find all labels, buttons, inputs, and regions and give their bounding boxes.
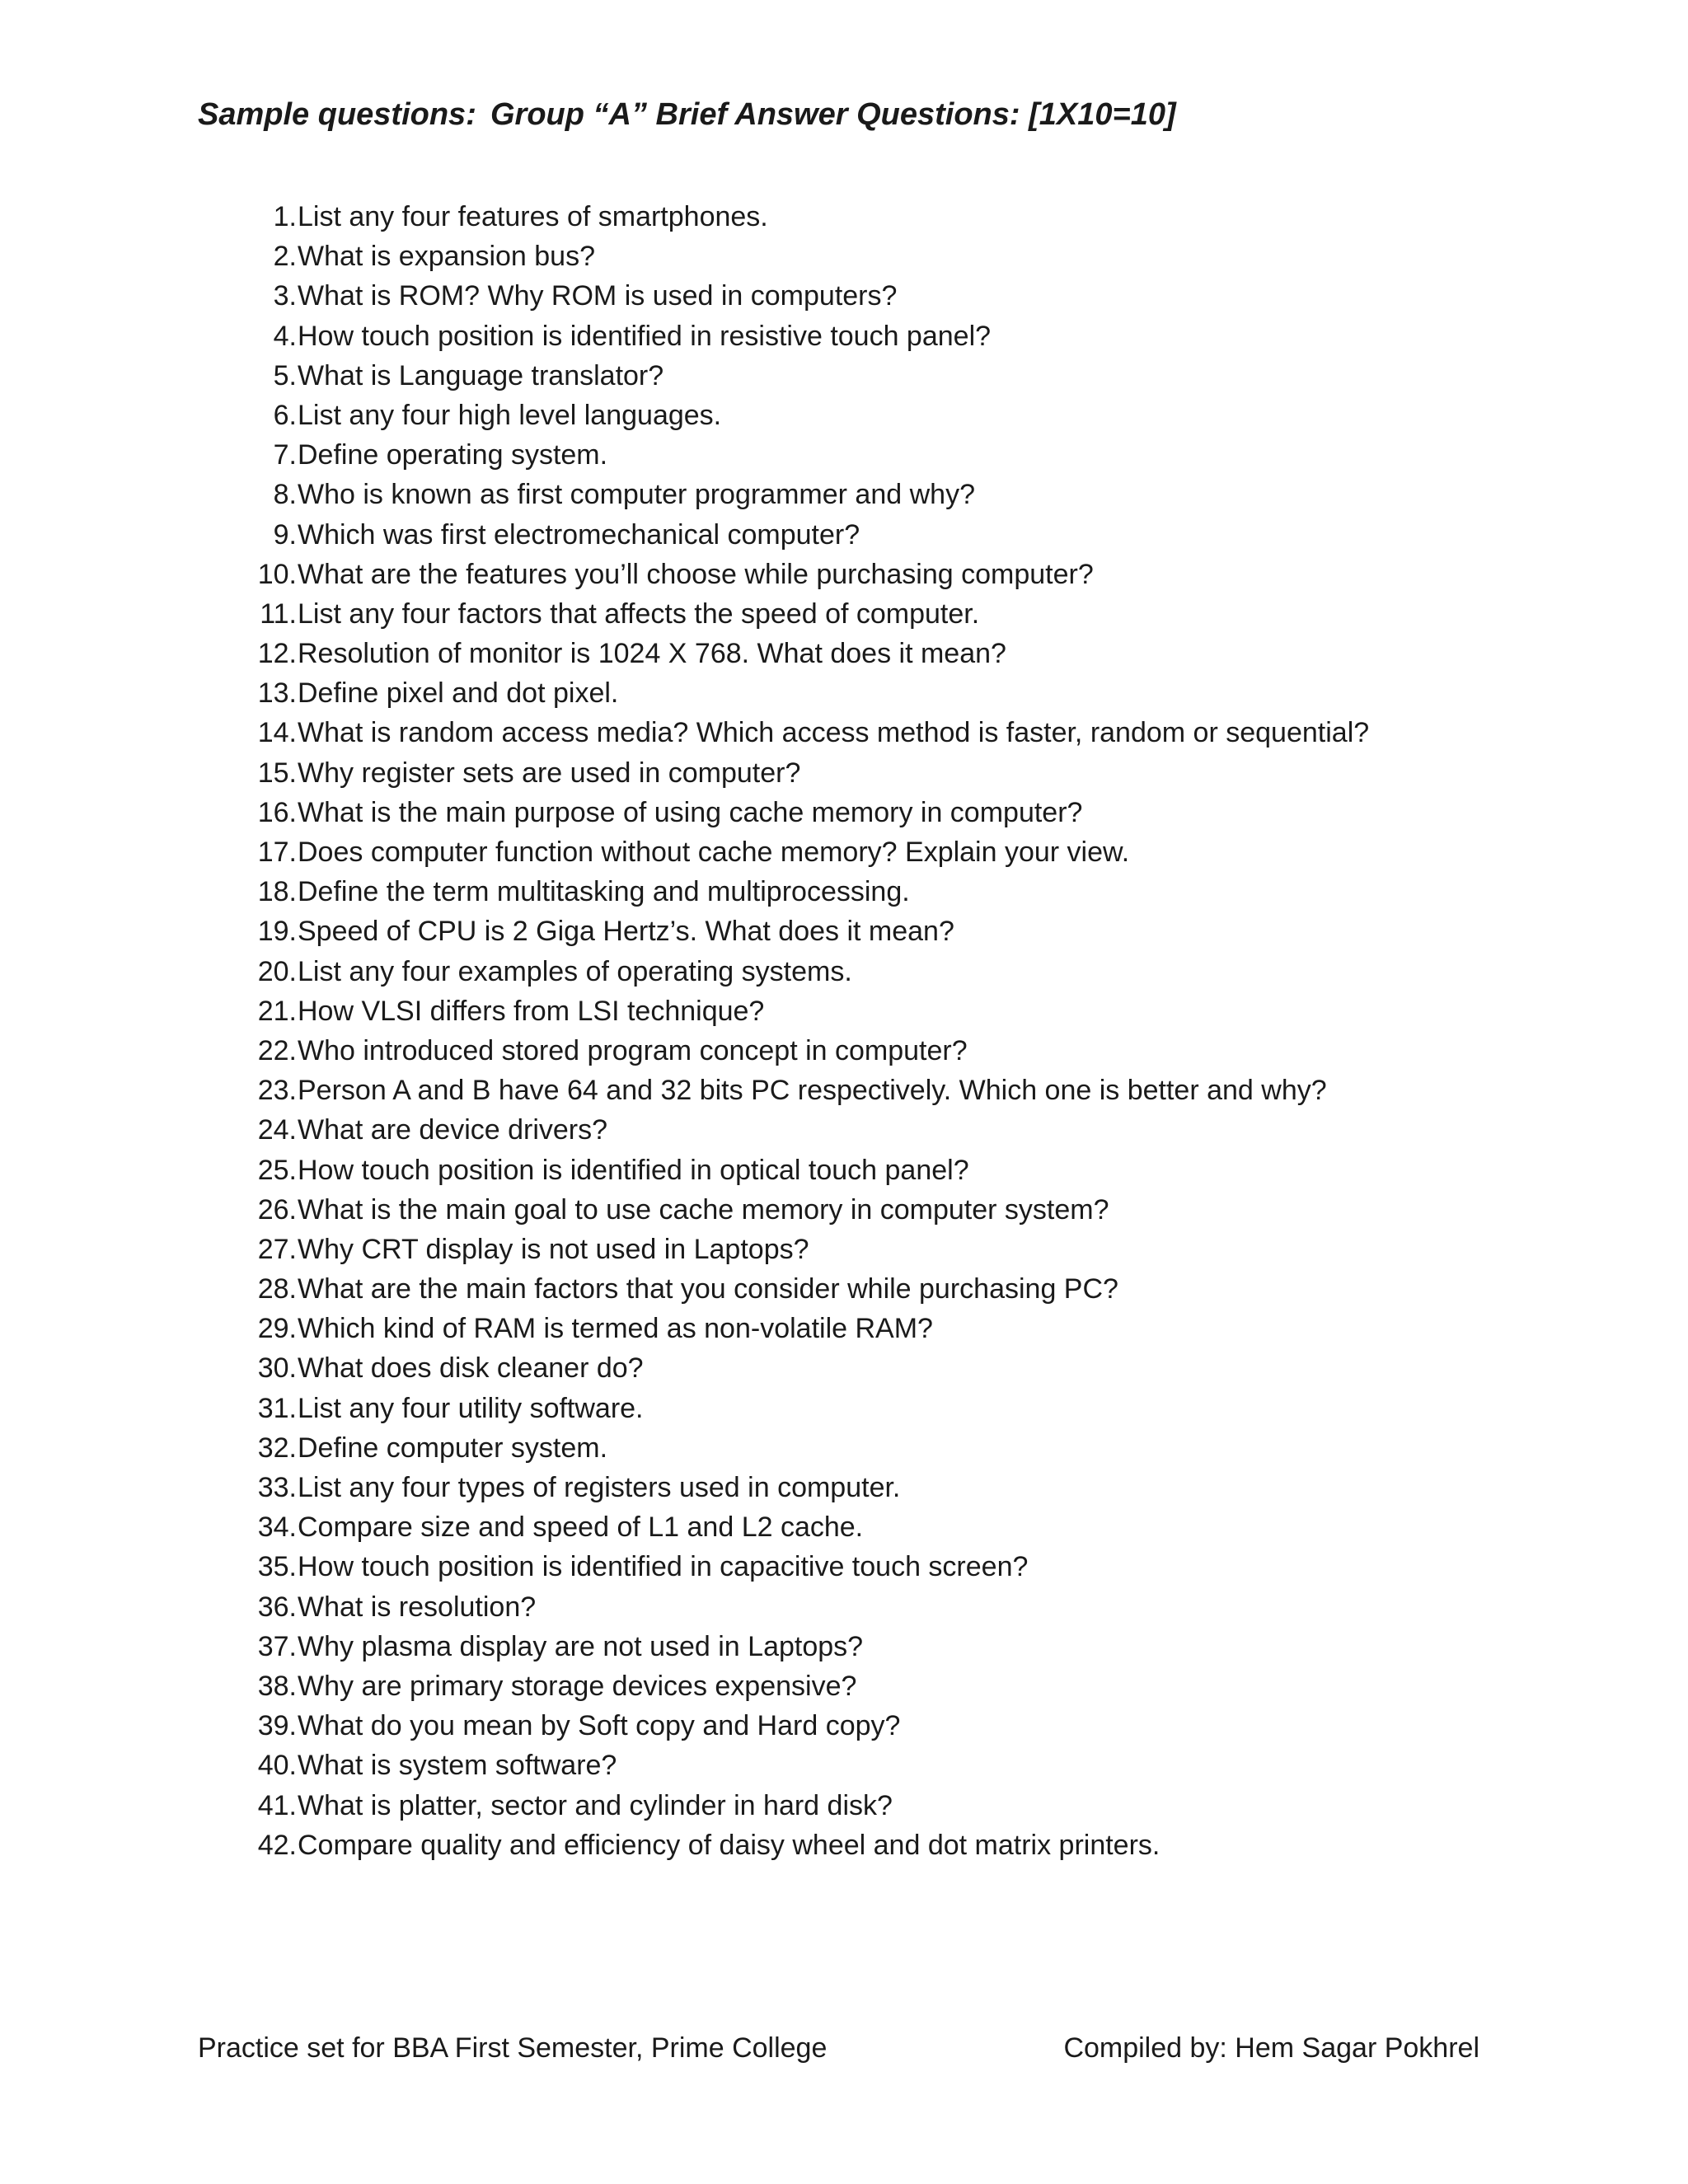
question-text: What is random access media? Which access method is faster, random or sequential?	[298, 717, 1370, 749]
question-item	[245, 1786, 1369, 1825]
question-item	[245, 1706, 1369, 1746]
question-text: What are device drivers?	[298, 1114, 608, 1146]
question-item	[245, 952, 1369, 991]
question-item	[245, 1587, 1369, 1627]
question-number: 11.	[260, 598, 297, 630]
question-text: What are the features you’ll choose while purchasing computer?	[298, 558, 1094, 590]
question-item	[245, 753, 1369, 793]
question-item	[245, 793, 1369, 832]
footer-course: Practice set for BBA First Semester, Prime College	[198, 2032, 828, 2064]
question-text: List any four types of registers used in computer.	[298, 1472, 901, 1503]
question-text: Define operating system.	[298, 439, 608, 471]
question-number: 32.	[257, 1432, 297, 1464]
question-text: Why CRT display is not used in Laptops?	[298, 1233, 809, 1265]
question-item	[245, 555, 1369, 594]
question-number: 16.	[257, 796, 297, 828]
question-item	[245, 1269, 1369, 1309]
question-number: 24.	[257, 1114, 297, 1146]
header-label: Sample questions:	[198, 97, 476, 132]
question-item	[245, 356, 1369, 396]
question-text: How VLSI differs from LSI technique?	[298, 995, 765, 1027]
question-text: What does disk cleaner do?	[298, 1352, 644, 1385]
question-item	[245, 515, 1369, 555]
question-number: 37.	[257, 1630, 297, 1662]
question-item	[245, 435, 1369, 475]
page-header	[198, 97, 1176, 133]
question-item	[245, 991, 1369, 1031]
question-text: How touch position is identified in resistive touch panel?	[298, 320, 992, 352]
question-number: 2.	[273, 241, 297, 273]
question-text: List any four utility software.	[298, 1392, 644, 1424]
question-item	[245, 1348, 1369, 1388]
question-number: 14.	[257, 717, 297, 749]
question-number: 19.	[257, 916, 297, 948]
question-number: 35.	[257, 1551, 297, 1583]
question-text: Person A and B have 64 and 32 bits PC respectively. Which one is better and why?	[298, 1075, 1327, 1107]
question-number: 15.	[257, 757, 297, 789]
question-item	[245, 1468, 1369, 1507]
question-number: 28.	[257, 1273, 297, 1305]
question-text: What is resolution?	[298, 1591, 537, 1623]
question-number: 21.	[257, 995, 297, 1027]
question-number: 20.	[257, 955, 297, 987]
question-number: 40.	[257, 1750, 297, 1782]
question-number: 17.	[257, 837, 297, 868]
question-text: What is system software?	[298, 1750, 617, 1782]
question-number: 18.	[257, 876, 297, 908]
question-item	[245, 1110, 1369, 1150]
question-item	[245, 316, 1369, 356]
question-text: List any four high level languages.	[298, 399, 722, 431]
question-item	[245, 1389, 1369, 1428]
question-number: 3.	[273, 280, 297, 312]
question-number: 39.	[257, 1710, 297, 1742]
question-item	[245, 634, 1369, 673]
question-item	[245, 1031, 1369, 1071]
question-text: What is Language translator?	[298, 359, 664, 391]
question-number: 13.	[257, 677, 297, 710]
question-text: Compare quality and efficiency of daisy wheel and dot matrix printers.	[298, 1829, 1160, 1861]
question-text: Which was first electromechanical computer?	[298, 518, 860, 551]
question-text: What is expansion bus?	[298, 241, 595, 273]
question-item	[245, 197, 1369, 237]
question-item	[245, 673, 1369, 713]
question-number: 33.	[257, 1472, 297, 1503]
question-item	[245, 1825, 1369, 1865]
question-item	[245, 1547, 1369, 1586]
question-number: 10.	[257, 558, 297, 590]
question-item	[245, 1627, 1369, 1666]
question-text: List any four examples of operating systems.	[298, 955, 852, 987]
question-text: Which kind of RAM is termed as non-volatile RAM?	[298, 1313, 933, 1345]
question-item	[245, 872, 1369, 912]
question-number: 42.	[257, 1829, 297, 1861]
question-text: How touch position is identified in optical touch panel?	[298, 1154, 969, 1186]
question-number: 5.	[273, 359, 297, 391]
question-number: 12.	[257, 638, 297, 670]
question-item	[245, 396, 1369, 435]
question-text: Does computer function without cache memory? Explain your view.	[298, 837, 1130, 868]
question-text: List any four features of smartphones.	[298, 201, 768, 232]
question-text: Who is known as first computer programmer and why?	[298, 479, 975, 511]
question-text: Why plasma display are not used in Laptops?	[298, 1630, 864, 1662]
question-item	[245, 713, 1369, 752]
question-text: Define the term multitasking and multiprocessing.	[298, 876, 910, 908]
question-number: 38.	[257, 1670, 297, 1702]
question-item	[245, 912, 1369, 951]
question-number: 7.	[273, 439, 297, 471]
question-number: 8.	[273, 479, 297, 511]
question-item	[245, 1230, 1369, 1269]
question-number: 26.	[257, 1193, 297, 1226]
question-number: 9.	[273, 518, 297, 551]
question-item	[245, 1507, 1369, 1547]
question-number: 6.	[273, 399, 297, 431]
question-text: Who introduced stored program concept in computer?	[298, 1034, 968, 1066]
question-text: What do you mean by Soft copy and Hard copy?	[298, 1710, 901, 1742]
question-text: Define computer system.	[298, 1432, 608, 1464]
question-number: 23.	[257, 1075, 297, 1107]
question-text: Resolution of monitor is 1024 X 768. What does it mean?	[298, 638, 1006, 670]
question-item	[245, 832, 1369, 872]
header-title: Group “A” Brief Answer Questions: [1X10=10]	[490, 97, 1176, 132]
question-item	[245, 276, 1369, 316]
question-number: 22.	[257, 1034, 297, 1066]
question-text: Speed of CPU is 2 Giga Hertz’s. What does it mean?	[298, 916, 954, 948]
question-item	[245, 237, 1369, 276]
question-number: 41.	[257, 1789, 297, 1821]
question-number: 29.	[257, 1313, 297, 1345]
question-number: 36.	[257, 1591, 297, 1623]
question-number: 25.	[257, 1154, 297, 1186]
question-number: 1.	[273, 201, 297, 232]
question-item	[245, 1746, 1369, 1785]
question-text: How touch position is identified in capacitive touch screen?	[298, 1551, 1029, 1583]
footer-compiler: Compiled by: Hem Sagar Pokhrel	[1063, 2032, 1479, 2064]
question-text: Compare size and speed of L1 and L2 cache.	[298, 1511, 864, 1544]
question-text: Why register sets are used in computer?	[298, 757, 801, 789]
question-number: 27.	[257, 1233, 297, 1265]
question-item	[245, 1666, 1369, 1706]
question-text: Define pixel and dot pixel.	[298, 677, 619, 710]
question-text: What is platter, sector and cylinder in hard disk?	[298, 1789, 893, 1821]
question-text: What are the main factors that you consider while purchasing PC?	[298, 1273, 1118, 1305]
question-item	[245, 1428, 1369, 1468]
question-number: 31.	[257, 1392, 297, 1424]
question-text: Why are primary storage devices expensive?	[298, 1670, 857, 1702]
question-number: 30.	[257, 1352, 297, 1385]
question-number: 4.	[273, 320, 297, 352]
question-list	[245, 197, 1369, 1865]
question-item	[245, 594, 1369, 634]
question-text: What is ROM? Why ROM is used in computers?	[298, 280, 898, 312]
question-item	[245, 475, 1369, 514]
question-item	[245, 1309, 1369, 1348]
question-item	[245, 1151, 1369, 1190]
question-text: What is the main goal to use cache memory in computer system?	[298, 1193, 1109, 1226]
question-item	[245, 1071, 1369, 1110]
question-item	[245, 1190, 1369, 1230]
question-text: List any four factors that affects the speed of computer.	[298, 598, 980, 630]
question-text: What is the main purpose of using cache memory in computer?	[298, 796, 1083, 828]
question-number: 34.	[257, 1511, 297, 1544]
